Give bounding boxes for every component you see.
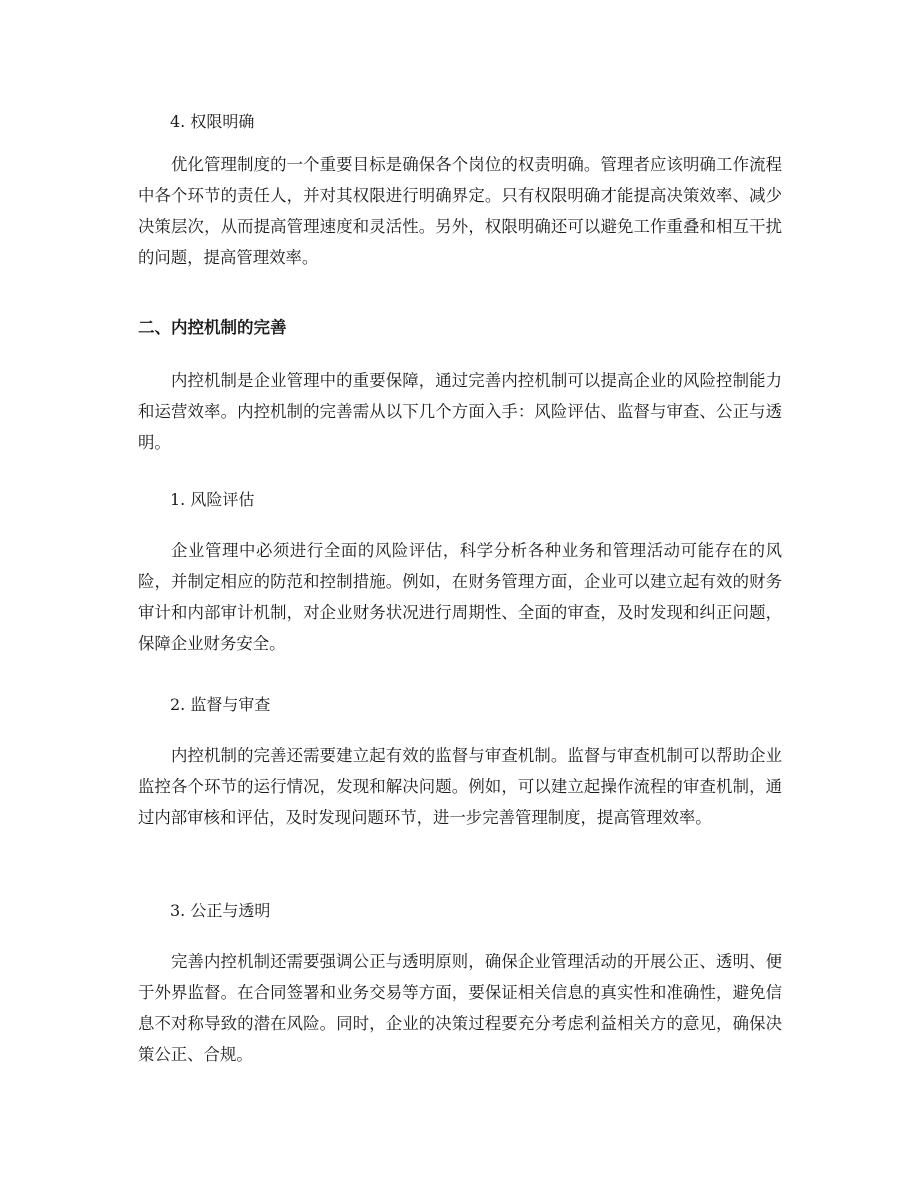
paragraph-authority: 优化管理制度的一个重要目标是确保各个岗位的权责明确。管理者应该明确工作流程中各个环节的责任人，并对其权限进行明确界定。只有权限明确才能提高决策效率、减少决策层次，从而提高管理速度和灵活性。另外，权限明确还可以避免工作重叠和相互干扰的问题，提高管理效率。 <box>138 155 782 267</box>
paragraph-supervision: 内控机制的完善还需要建立起有效的监督与审查机制。监督与审查机制可以帮助企业监控各个环节的运行情况，发现和解决问题。例如，可以建立起操作流程的审查机制，通过内部审核和评估，及时发现问题环节，进一步完善管理制度，提高管理效率。 <box>138 746 782 827</box>
subsection-title-authority: 4. 权限明确 <box>170 112 255 131</box>
subsection-title-risk-assessment: 1. 风险评估 <box>170 490 255 509</box>
subsection-title-fairness: 3. 公正与透明 <box>170 901 271 920</box>
subsection-title-supervision: 2. 监督与审查 <box>170 695 271 714</box>
paragraph-fairness: 完善内控机制还需要强调公正与透明原则，确保企业管理活动的开展公正、透明、便于外界监督。在合同签署和业务交易等方面，要保证相关信息的真实性和准确性，避免信息不对称导致的潜在风险。同时，企业的决策过程要充分考虑利益相关方的意见，确保决策公正、合规。 <box>138 952 782 1064</box>
section-heading-internal-control: 二、内控机制的完善 <box>138 318 287 337</box>
paragraph-risk-assessment: 企业管理中必须进行全面的风险评估，科学分析各种业务和管理活动可能存在的风险，并制定相应的防范和控制措施。例如，在财务管理方面，企业可以建立起有效的财务审计和内部审计机制，对企业财务状况进行周期性、全面的审查，及时发现和纠正问题，保障企业财务安全。 <box>138 541 782 653</box>
paragraph-internal-control-intro: 内控机制是企业管理中的重要保障，通过完善内控机制可以提高企业的风险控制能力和运营效率。内控机制的完善需从以下几个方面入手：风险评估、监督与审查、公正与透明。 <box>138 371 782 452</box>
